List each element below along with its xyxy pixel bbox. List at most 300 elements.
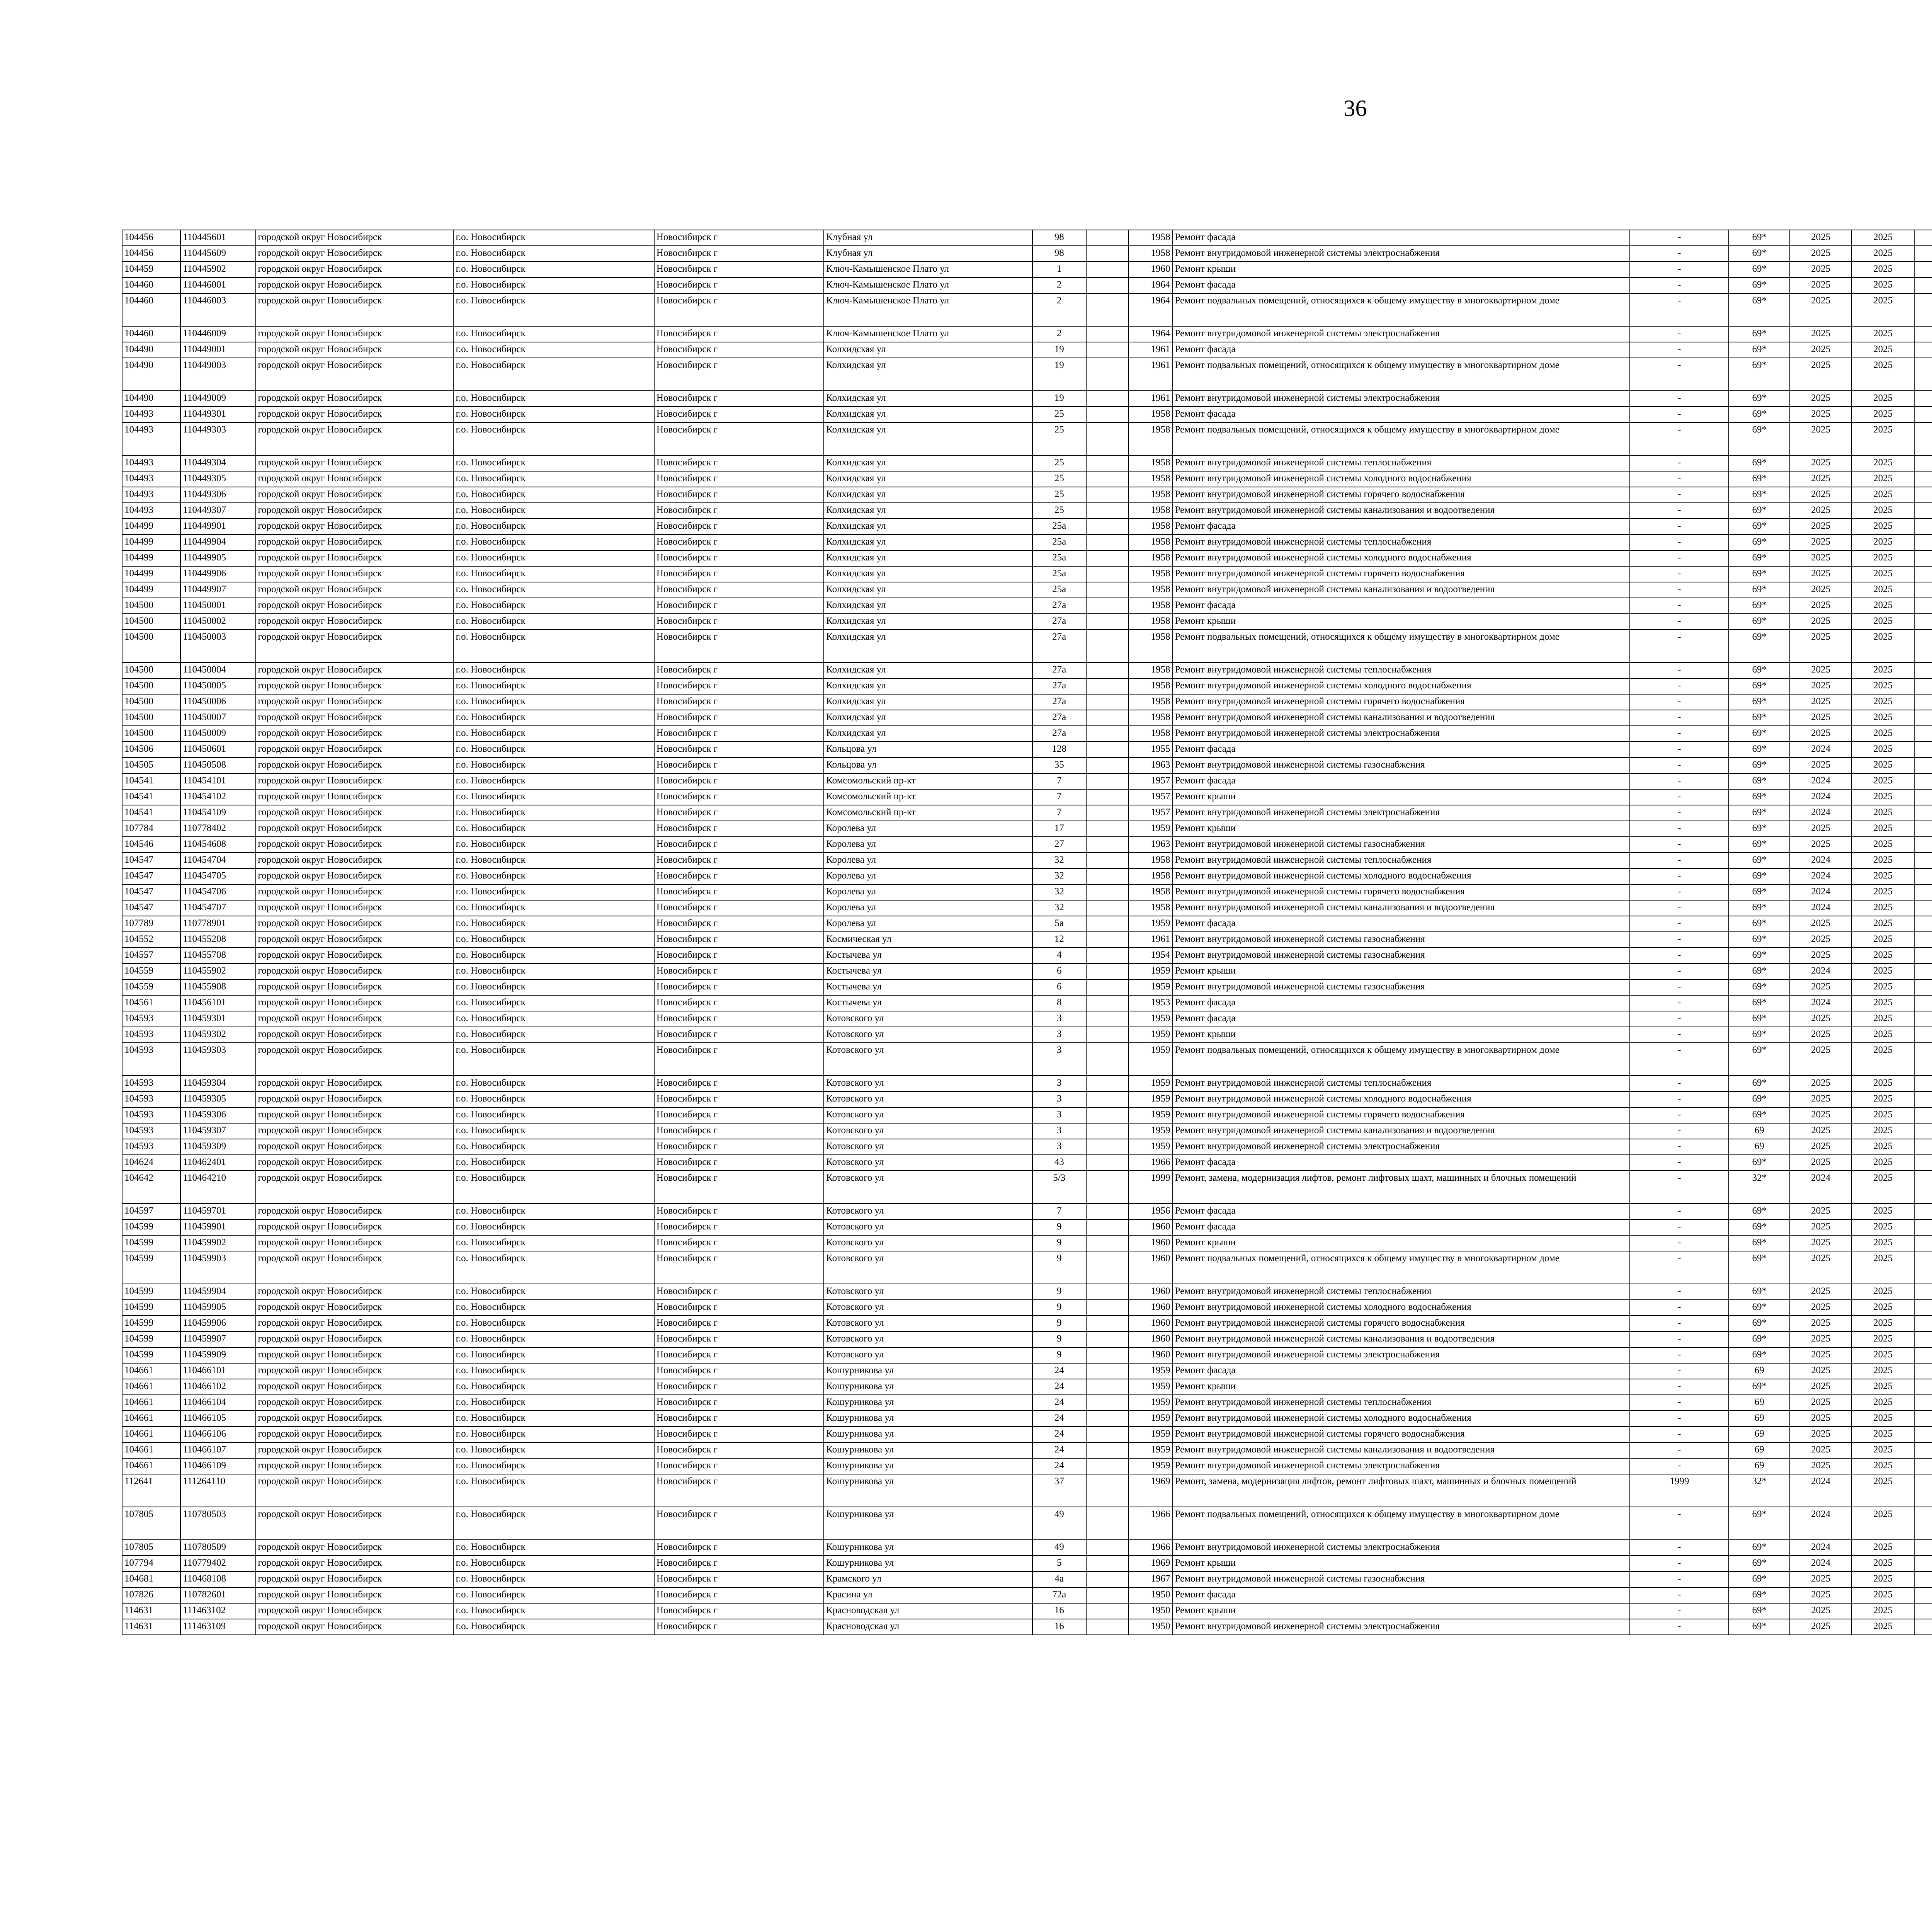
table-cell	[1086, 293, 1129, 326]
table-row	[122, 678, 1932, 694]
table-cell: 110455908	[180, 979, 255, 995]
table-cell: 110445902	[180, 262, 255, 278]
table-cell: Ремонт крыши	[1173, 1603, 1630, 1619]
table-cell: г.о. Новосибирск	[453, 900, 654, 916]
table-cell: городской округ Новосибирск	[256, 773, 454, 789]
table-cell	[1086, 1235, 1129, 1251]
table-cell: Ремонт, замена, модернизация лифтов, ремонт лифтовых шахт, машинных и блочных помещений	[1173, 1171, 1630, 1204]
table-cell: 1960	[1129, 1235, 1172, 1251]
table-cell: Костычева ул	[824, 948, 1032, 964]
table-cell: 104599	[122, 1235, 180, 1251]
table-cell: Новосибирск г	[654, 1251, 824, 1284]
table-cell	[1914, 1507, 1932, 1540]
table-cell: 110454706	[180, 884, 255, 900]
table-cell: Красноводская ул	[824, 1603, 1032, 1619]
table-cell: 104500	[122, 630, 180, 662]
table-cell: 69*	[1729, 422, 1790, 455]
table-cell: 25а	[1032, 519, 1086, 535]
table-cell: г.о. Новосибирск	[453, 455, 654, 471]
table-cell: городской округ Новосибирск	[256, 358, 454, 391]
table-cell: Новосибирск г	[654, 1587, 824, 1603]
table-cell	[1086, 535, 1129, 550]
table-cell: г.о. Новосибирск	[453, 1603, 654, 1619]
table-cell: Ключ-Камышенское Плато ул	[824, 262, 1032, 278]
table-cell: 7	[1032, 805, 1086, 821]
table-cell: Ремонт фасада	[1173, 916, 1630, 932]
table-row	[122, 535, 1932, 550]
table-cell: 104499	[122, 582, 180, 598]
table-cell: 1958	[1129, 566, 1172, 582]
table-cell: 32	[1032, 900, 1086, 916]
table-row	[122, 821, 1932, 837]
table-cell	[1086, 598, 1129, 614]
table-cell	[1914, 1411, 1932, 1427]
table-cell	[1914, 1587, 1932, 1603]
table-cell: Колхидская ул	[824, 630, 1032, 662]
table-cell: 25	[1032, 422, 1086, 455]
table-cell: Ремонт фасада	[1173, 519, 1630, 535]
table-cell: Ремонт фасада	[1173, 230, 1630, 246]
table-cell: 1958	[1129, 422, 1172, 455]
table-row	[122, 1107, 1932, 1123]
table-cell	[1086, 837, 1129, 853]
table-cell: 104661	[122, 1395, 180, 1411]
table-cell: 1950	[1129, 1587, 1172, 1603]
table-cell: 2025	[1790, 1091, 1852, 1107]
table-cell	[1914, 630, 1932, 662]
table-cell: 2025	[1852, 471, 1914, 487]
table-cell	[1914, 1316, 1932, 1331]
table-cell: Котовского ул	[824, 1235, 1032, 1251]
table-row	[122, 916, 1932, 932]
table-row	[122, 1251, 1932, 1284]
table-cell: 1960	[1129, 1347, 1172, 1363]
table-cell: 110466107	[180, 1442, 255, 1458]
table-cell: г.о. Новосибирск	[453, 1619, 654, 1635]
table-cell: -	[1630, 1507, 1729, 1540]
table-cell: Ремонт внутридомовой инженерной системы канализования и водоотведения	[1173, 503, 1630, 519]
table-cell: 69*	[1729, 503, 1790, 519]
table-cell: г.о. Новосибирск	[453, 278, 654, 293]
table-cell: городской округ Новосибирск	[256, 1316, 454, 1331]
table-cell: городской округ Новосибирск	[256, 1235, 454, 1251]
table-cell: 2	[1032, 278, 1086, 293]
table-cell: 2025	[1852, 1571, 1914, 1587]
table-cell: городской округ Новосибирск	[256, 979, 454, 995]
table-cell: 2025	[1790, 1427, 1852, 1442]
table-cell: 69*	[1729, 1219, 1790, 1235]
table-cell: 3	[1032, 1107, 1086, 1123]
table-cell: 104661	[122, 1411, 180, 1427]
table-row	[122, 326, 1932, 342]
table-cell: -	[1630, 1442, 1729, 1458]
table-cell: 110450002	[180, 614, 255, 630]
table-cell: 2025	[1790, 1123, 1852, 1139]
table-cell: Ремонт фасада	[1173, 742, 1630, 758]
table-cell: 1958	[1129, 535, 1172, 550]
table-row	[122, 932, 1932, 948]
table-cell: -	[1630, 995, 1729, 1011]
table-cell: 2025	[1852, 1091, 1914, 1107]
table-cell: 1955	[1129, 742, 1172, 758]
table-cell: 2025	[1790, 566, 1852, 582]
table-cell: 32	[1032, 884, 1086, 900]
table-cell: 2025	[1852, 262, 1914, 278]
table-cell	[1914, 358, 1932, 391]
table-cell: 110780503	[180, 1507, 255, 1540]
table-cell: 7	[1032, 773, 1086, 789]
table-cell: 104661	[122, 1458, 180, 1474]
table-cell: 5	[1032, 1556, 1086, 1571]
table-cell: 2025	[1852, 407, 1914, 422]
table-cell	[1086, 358, 1129, 391]
table-cell: -	[1630, 1076, 1729, 1091]
table-cell: Ремонт внутридомовой инженерной системы электроснабжения	[1173, 246, 1630, 262]
table-row	[122, 1331, 1932, 1347]
table-cell: 43	[1032, 1155, 1086, 1171]
table-cell: 69*	[1729, 407, 1790, 422]
table-row	[122, 1347, 1932, 1363]
table-row	[122, 884, 1932, 900]
table-cell: Новосибирск г	[654, 1347, 824, 1363]
table-cell	[1086, 1347, 1129, 1363]
table-cell: Ремонт фасада	[1173, 598, 1630, 614]
table-cell: 1959	[1129, 1043, 1172, 1076]
table-cell: Ремонт внутридомовой инженерной системы холодного водоснабжения	[1173, 1411, 1630, 1427]
table-cell: Котовского ул	[824, 1284, 1032, 1300]
table-cell: городской округ Новосибирск	[256, 246, 454, 262]
table-cell: Новосибирск г	[654, 582, 824, 598]
table-cell: -	[1630, 1091, 1729, 1107]
table-cell: 104597	[122, 1204, 180, 1219]
table-cell: 2025	[1790, 1571, 1852, 1587]
table-cell: Ключ-Камышенское Плато ул	[824, 293, 1032, 326]
table-cell: городской округ Новосибирск	[256, 948, 454, 964]
table-cell: -	[1630, 1235, 1729, 1251]
table-cell: 9	[1032, 1347, 1086, 1363]
table-cell: 110464210	[180, 1171, 255, 1204]
table-row	[122, 566, 1932, 582]
table-cell: г.о. Новосибирск	[453, 519, 654, 535]
table-cell: 2025	[1852, 293, 1914, 326]
table-cell: Ремонт внутридомовой инженерной системы холодного водоснабжения	[1173, 678, 1630, 694]
table-cell: городской округ Новосибирск	[256, 1603, 454, 1619]
table-cell	[1914, 1011, 1932, 1027]
table-cell: Ремонт внутридомовой инженерной системы горячего водоснабжения	[1173, 487, 1630, 503]
table-cell: 110450009	[180, 726, 255, 742]
table-cell	[1914, 1123, 1932, 1139]
table-cell: 2025	[1852, 422, 1914, 455]
table-cell: 69*	[1729, 246, 1790, 262]
table-cell: г.о. Новосибирск	[453, 503, 654, 519]
table-cell: городской округ Новосибирск	[256, 1363, 454, 1379]
table-cell: 69	[1729, 1442, 1790, 1458]
table-cell: 2024	[1790, 773, 1852, 789]
table-cell: г.о. Новосибирск	[453, 1139, 654, 1155]
table-cell: Ремонт внутридомовой инженерной системы холодного водоснабжения	[1173, 550, 1630, 566]
table-cell: г.о. Новосибирск	[453, 1251, 654, 1284]
table-cell	[1914, 566, 1932, 582]
table-cell: 1966	[1129, 1540, 1172, 1556]
table-cell: 2025	[1790, 471, 1852, 487]
table-cell: 2025	[1790, 1076, 1852, 1091]
table-cell: 2025	[1852, 964, 1914, 979]
table-cell: г.о. Новосибирск	[453, 694, 654, 710]
table-cell: 1958	[1129, 662, 1172, 678]
table-cell: 6	[1032, 979, 1086, 995]
table-cell: 69*	[1729, 1331, 1790, 1347]
table-cell: Ремонт внутридомовой инженерной системы электроснабжения	[1173, 726, 1630, 742]
table-row	[122, 1204, 1932, 1219]
table-cell: городской округ Новосибирск	[256, 278, 454, 293]
table-cell: Ремонт внутридомовой инженерной системы электроснабжения	[1173, 1619, 1630, 1635]
table-cell: Новосибирск г	[654, 805, 824, 821]
table-cell	[1914, 487, 1932, 503]
table-cell: Новосибирск г	[654, 1556, 824, 1571]
table-cell: Ремонт подвальных помещений, относящихся к общему имуществу в многоквартирном доме	[1173, 1043, 1630, 1076]
table-cell: Ремонт фасада	[1173, 278, 1630, 293]
table-cell: 110778402	[180, 821, 255, 837]
table-cell: 69*	[1729, 1284, 1790, 1300]
table-cell: Ремонт фасада	[1173, 1219, 1630, 1235]
table-cell: -	[1630, 758, 1729, 773]
table-cell	[1914, 1571, 1932, 1587]
table-cell: 69*	[1729, 230, 1790, 246]
table-cell: Новосибирск г	[654, 837, 824, 853]
table-cell: 25а	[1032, 566, 1086, 582]
table-cell	[1086, 566, 1129, 582]
table-cell: -	[1630, 1347, 1729, 1363]
table-cell: 110454109	[180, 805, 255, 821]
table-cell: 25	[1032, 455, 1086, 471]
table-cell: Котовского ул	[824, 1011, 1032, 1027]
table-cell: Колхидская ул	[824, 422, 1032, 455]
table-cell: -	[1630, 503, 1729, 519]
table-cell: 2024	[1790, 995, 1852, 1011]
table-cell: 107805	[122, 1507, 180, 1540]
table-cell	[1914, 821, 1932, 837]
table-cell: 19	[1032, 391, 1086, 407]
table-cell	[1914, 995, 1932, 1011]
table-cell: Котовского ул	[824, 1139, 1032, 1155]
table-cell	[1914, 916, 1932, 932]
table-cell: городской округ Новосибирск	[256, 1507, 454, 1540]
table-cell: 2025	[1852, 1219, 1914, 1235]
table-cell: 7	[1032, 789, 1086, 805]
table-cell: 69*	[1729, 487, 1790, 503]
table-cell: 2025	[1790, 758, 1852, 773]
table-row	[122, 1474, 1932, 1507]
table-cell: городской округ Новосибирск	[256, 1139, 454, 1155]
table-cell: Ремонт внутридомовой инженерной системы газоснабжения	[1173, 1571, 1630, 1587]
table-cell: Ремонт фасада	[1173, 407, 1630, 422]
table-cell: Ремонт крыши	[1173, 1235, 1630, 1251]
table-cell: 69*	[1729, 1027, 1790, 1043]
table-cell	[1086, 1251, 1129, 1284]
table-cell: Красноводская ул	[824, 1619, 1032, 1635]
table-cell: Ремонт фасада	[1173, 1155, 1630, 1171]
table-cell: 110449307	[180, 503, 255, 519]
table-cell: 1957	[1129, 805, 1172, 821]
table-cell	[1914, 1540, 1932, 1556]
table-cell	[1086, 694, 1129, 710]
table-cell: -	[1630, 326, 1729, 342]
table-cell: г.о. Новосибирск	[453, 678, 654, 694]
table-cell: 69*	[1729, 1316, 1790, 1331]
table-cell: 104500	[122, 710, 180, 726]
table-row	[122, 1540, 1932, 1556]
table-cell: 25	[1032, 503, 1086, 519]
table-cell: 2025	[1790, 391, 1852, 407]
table-cell: -	[1630, 1458, 1729, 1474]
table-cell: Кошурникова ул	[824, 1556, 1032, 1571]
table-row	[122, 1379, 1932, 1395]
table-cell: 104493	[122, 503, 180, 519]
table-cell	[1914, 455, 1932, 471]
table-cell: 2	[1032, 293, 1086, 326]
table-cell: городской округ Новосибирск	[256, 758, 454, 773]
table-cell: 69*	[1729, 1587, 1790, 1603]
table-cell: 104661	[122, 1363, 180, 1379]
table-cell	[1086, 262, 1129, 278]
table-cell: Ремонт внутридомовой инженерной системы электроснабжения	[1173, 1540, 1630, 1556]
table-cell: 2025	[1790, 422, 1852, 455]
table-cell	[1914, 1556, 1932, 1571]
table-row	[122, 358, 1932, 391]
table-cell: Новосибирск г	[654, 262, 824, 278]
table-cell: городской округ Новосибирск	[256, 1442, 454, 1458]
table-cell: 24	[1032, 1411, 1086, 1427]
table-cell: 2025	[1790, 1043, 1852, 1076]
table-cell	[1914, 1091, 1932, 1107]
table-cell: 69*	[1729, 805, 1790, 821]
table-cell: г.о. Новосибирск	[453, 789, 654, 805]
table-cell: 1957	[1129, 789, 1172, 805]
table-cell: г.о. Новосибирск	[453, 837, 654, 853]
table-cell: городской округ Новосибирск	[256, 1011, 454, 1027]
table-cell: 27	[1032, 837, 1086, 853]
table-cell: 69*	[1729, 1347, 1790, 1363]
table-cell: 2025	[1852, 1316, 1914, 1331]
table-cell: городской округ Новосибирск	[256, 1076, 454, 1091]
table-cell: г.о. Новосибирск	[453, 868, 654, 884]
table-cell: -	[1630, 1300, 1729, 1316]
table-cell: г.о. Новосибирск	[453, 407, 654, 422]
table-cell: Новосибирск г	[654, 710, 824, 726]
table-cell: 1963	[1129, 758, 1172, 773]
table-cell: Ремонт внутридомовой инженерной системы электроснабжения	[1173, 1139, 1630, 1155]
table-cell: г.о. Новосибирск	[453, 582, 654, 598]
table-cell: -	[1630, 932, 1729, 948]
table-cell: Новосибирск г	[654, 278, 824, 293]
table-cell: Новосибирск г	[654, 1331, 824, 1347]
table-cell: 32*	[1729, 1474, 1790, 1507]
table-cell: 2025	[1852, 1171, 1914, 1204]
table-cell: Новосибирск г	[654, 1603, 824, 1619]
table-cell	[1086, 979, 1129, 995]
table-cell: городской округ Новосибирск	[256, 1219, 454, 1235]
table-cell: Ремонт внутридомовой инженерной системы теплоснабжения	[1173, 1395, 1630, 1411]
table-cell: 104547	[122, 900, 180, 916]
table-cell: г.о. Новосибирск	[453, 1043, 654, 1076]
table-cell: -	[1630, 662, 1729, 678]
table-cell: 2025	[1852, 1300, 1914, 1316]
table-cell: городской округ Новосибирск	[256, 964, 454, 979]
table-cell: 17	[1032, 821, 1086, 837]
table-cell: 110449303	[180, 422, 255, 455]
table-cell: г.о. Новосибирск	[453, 1171, 654, 1204]
table-row	[122, 1507, 1932, 1540]
table-cell: 104552	[122, 932, 180, 948]
table-cell: -	[1630, 884, 1729, 900]
table-cell: г.о. Новосибирск	[453, 1011, 654, 1027]
table-cell: Новосибирск г	[654, 1171, 824, 1204]
table-cell: Колхидская ул	[824, 342, 1032, 358]
table-row	[122, 837, 1932, 853]
table-cell: 104460	[122, 278, 180, 293]
table-cell: 104499	[122, 535, 180, 550]
table-cell: городской округ Новосибирск	[256, 726, 454, 742]
table-cell	[1914, 1251, 1932, 1284]
table-cell: г.о. Новосибирск	[453, 758, 654, 773]
table-cell: Красина ул	[824, 1587, 1032, 1603]
table-cell	[1914, 932, 1932, 948]
table-cell: 110450001	[180, 598, 255, 614]
table-cell	[1086, 1316, 1129, 1331]
table-cell: 69*	[1729, 614, 1790, 630]
table-cell: Королева ул	[824, 853, 1032, 868]
table-cell: 2024	[1790, 805, 1852, 821]
table-cell	[1086, 519, 1129, 535]
table-cell: 2025	[1852, 853, 1914, 868]
table-cell: Ремонт подвальных помещений, относящихся к общему имуществу в многоквартирном доме	[1173, 422, 1630, 455]
table-cell: -	[1630, 773, 1729, 789]
table-cell	[1914, 262, 1932, 278]
table-cell: 104599	[122, 1331, 180, 1347]
table-row	[122, 422, 1932, 455]
table-cell: Комсомольский пр-кт	[824, 773, 1032, 789]
table-cell: 104493	[122, 487, 180, 503]
table-cell: Котовского ул	[824, 1107, 1032, 1123]
table-cell	[1914, 519, 1932, 535]
table-cell: -	[1630, 1027, 1729, 1043]
table-cell: 104559	[122, 979, 180, 995]
table-cell	[1914, 853, 1932, 868]
table-row	[122, 519, 1932, 535]
table-cell: Новосибирск г	[654, 246, 824, 262]
table-cell	[1086, 630, 1129, 662]
table-cell: городской округ Новосибирск	[256, 1571, 454, 1587]
table-cell: Ремонт фасада	[1173, 342, 1630, 358]
table-cell: -	[1630, 487, 1729, 503]
table-cell: 2025	[1852, 391, 1914, 407]
table-cell	[1914, 979, 1932, 995]
table-cell: 69	[1729, 1427, 1790, 1442]
table-cell: 1960	[1129, 1219, 1172, 1235]
table-cell	[1914, 614, 1932, 630]
table-cell: 1959	[1129, 1395, 1172, 1411]
table-cell: Колхидская ул	[824, 455, 1032, 471]
table-cell: Ремонт фасада	[1173, 773, 1630, 789]
table-cell: 2025	[1790, 726, 1852, 742]
table-row	[122, 662, 1932, 678]
table-cell: Колхидская ул	[824, 358, 1032, 391]
table-cell: 1964	[1129, 326, 1172, 342]
table-cell: 2025	[1790, 598, 1852, 614]
table-cell: 1958	[1129, 853, 1172, 868]
table-row	[122, 550, 1932, 566]
table-cell: 110449009	[180, 391, 255, 407]
